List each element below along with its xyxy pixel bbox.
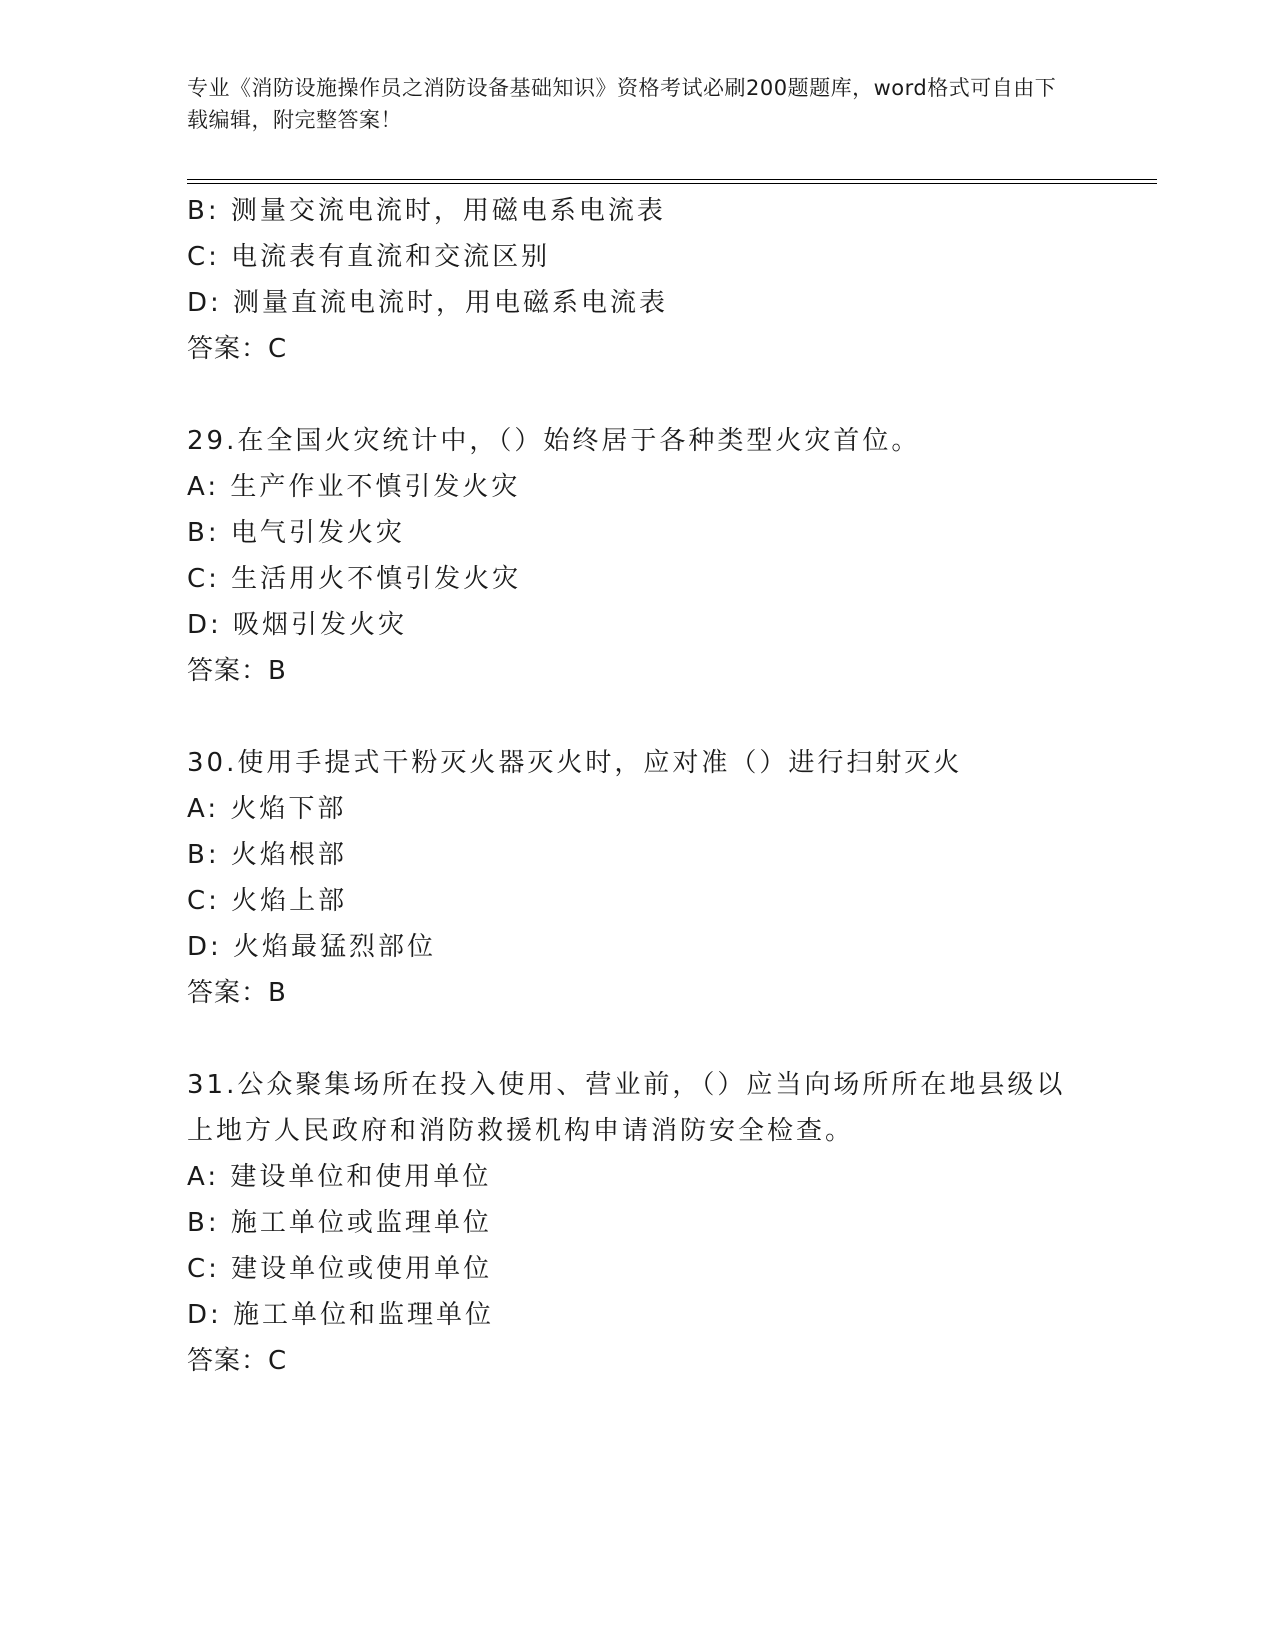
question-30 <box>187 740 1087 1016</box>
answer-label: 答案：B <box>187 656 287 686</box>
option-d: D: 吸烟引发火灾 <box>187 610 408 640</box>
question-list <box>187 188 1087 1384</box>
question-stem-line-1: 31.公众聚集场所在投入使用、营业前，（）应当向场所所在地县级以 <box>187 1070 1066 1100</box>
option-b: B: 火焰根部 <box>187 840 347 870</box>
option-d: D: 火焰最猛烈部位 <box>187 932 437 962</box>
header-rule-bottom <box>187 183 1157 184</box>
option-a: A: 建设单位和使用单位 <box>187 1162 492 1192</box>
option-b: B: 测量交流电流时，用磁电系电流表 <box>187 196 666 226</box>
option-c: C: 生活用火不慎引发火灾 <box>187 564 522 594</box>
option-b: B: 施工单位或监理单位 <box>187 1208 492 1238</box>
question-28-partial <box>187 188 1087 372</box>
question-stem: 30.使用手提式干粉灭火器灭火时，应对准（）进行扫射灭火 <box>187 748 963 778</box>
answer-label: 答案：C <box>187 1346 288 1376</box>
answer-label: 答案：C <box>187 334 288 364</box>
question-stem: 29.在全国火灾统计中，（）始终居于各种类型火灾首位。 <box>187 426 921 456</box>
option-a: A: 火焰下部 <box>187 794 347 824</box>
option-d: D: 施工单位和监理单位 <box>187 1300 495 1330</box>
header-rule-top <box>187 179 1157 180</box>
option-c: C: 火焰上部 <box>187 886 348 916</box>
option-c: C: 建设单位或使用单位 <box>187 1254 493 1284</box>
answer-label: 答案：B <box>187 978 287 1008</box>
option-a: A: 生产作业不慎引发火灾 <box>187 472 521 502</box>
question-29 <box>187 418 1087 694</box>
option-d: D: 测量直流电流时，用电磁系电流表 <box>187 288 669 318</box>
question-stem-line-2: 上地方人民政府和消防救援机构申请消防安全检查。 <box>187 1116 855 1146</box>
question-31 <box>187 1062 1087 1384</box>
option-c: C: 电流表有直流和交流区别 <box>187 242 551 272</box>
option-b: B: 电气引发火灾 <box>187 518 405 548</box>
document-header: 专业《消防设施操作员之消防设备基础知识》资格考试必刷200题题库，word格式可自由下载编辑，附完整答案！ <box>187 76 1057 132</box>
